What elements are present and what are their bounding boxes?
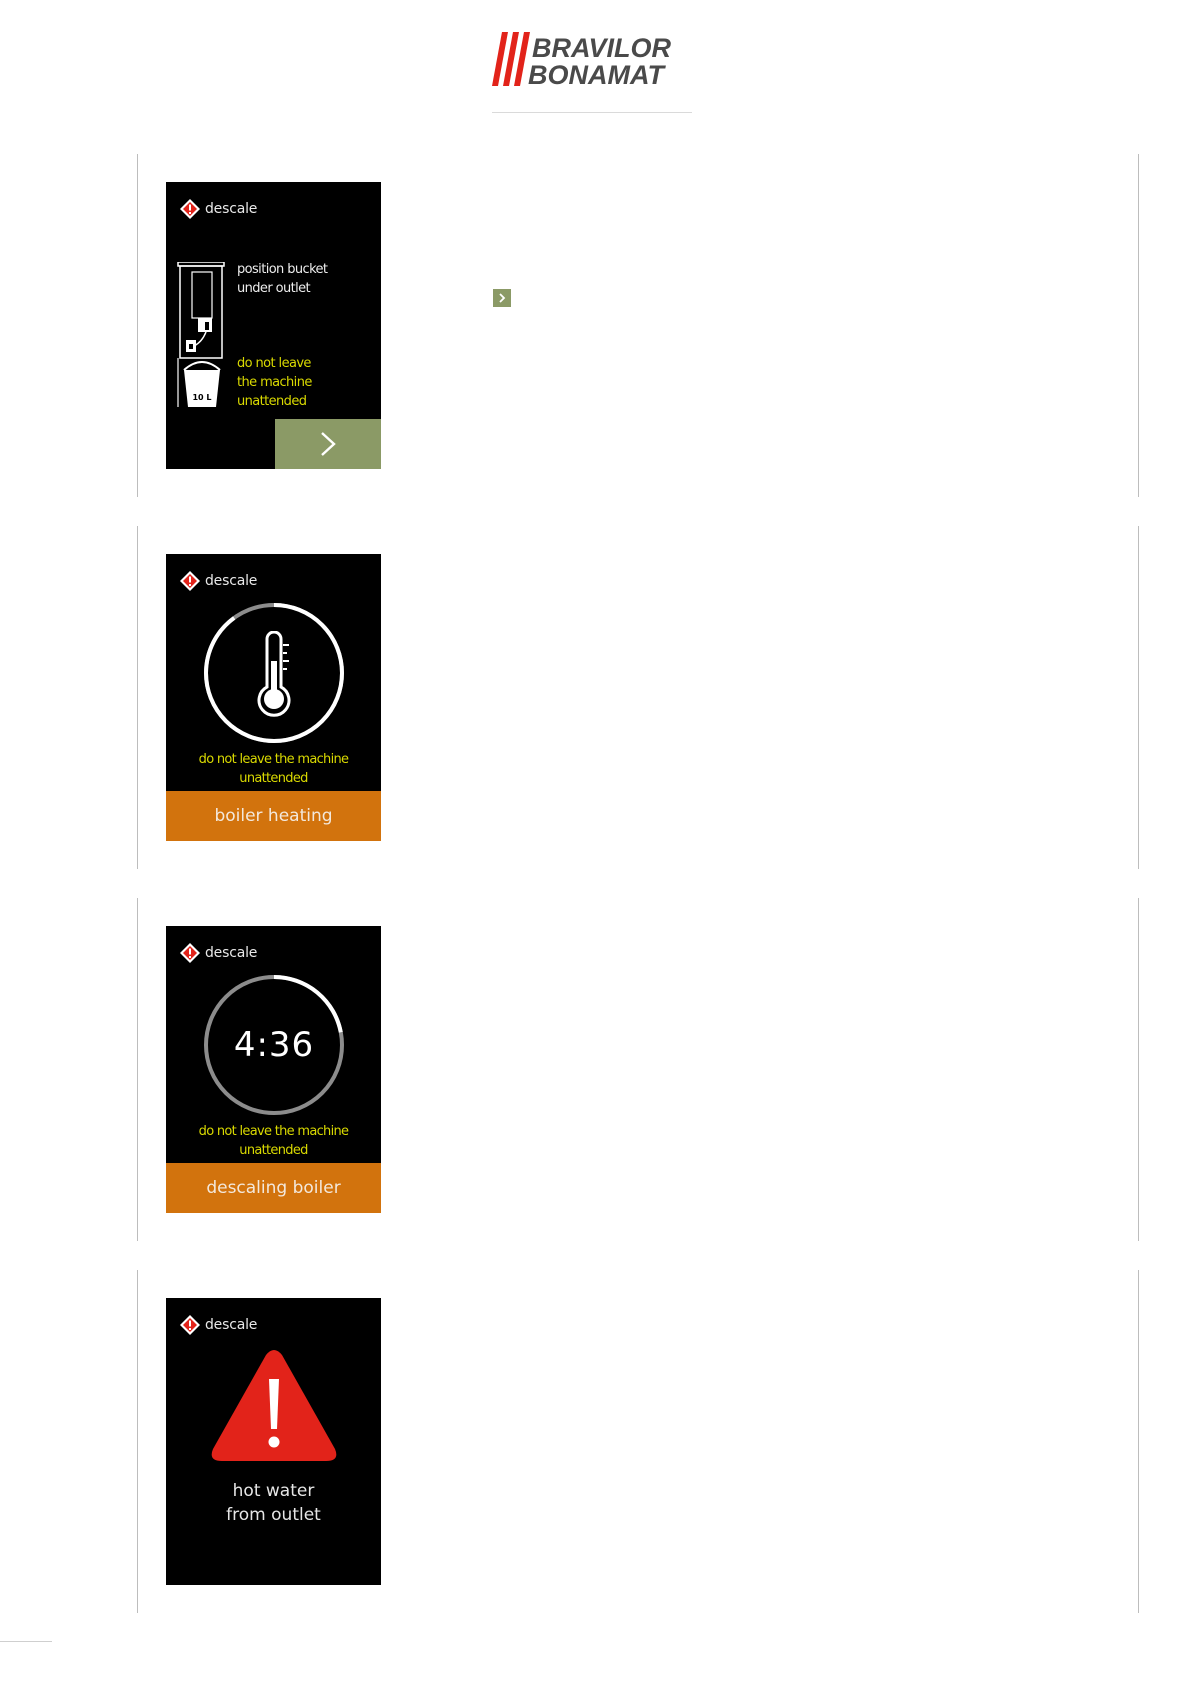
chevron-right-icon — [497, 293, 507, 303]
screen-header — [179, 1314, 257, 1336]
next-button[interactable] — [275, 419, 381, 469]
display-screen — [166, 554, 381, 841]
alert-diamond-icon — [179, 198, 201, 220]
warning-text: do not leave the machine unattended — [198, 752, 349, 786]
bravilor-bonamat-logo — [492, 32, 692, 88]
hot-water-message: hot water from outlet — [226, 1481, 321, 1525]
countdown-timer: 4:36 — [233, 1025, 315, 1065]
warning-text: do not leave the machine unattended — [237, 356, 312, 409]
screen-title: descale — [205, 573, 258, 589]
display-screen — [166, 926, 381, 1213]
chevron-right-icon — [314, 430, 342, 458]
logo-text-line2: BONAMAT — [528, 60, 664, 88]
step-hot-water-warning — [137, 1270, 1139, 1613]
screen-header — [179, 942, 257, 964]
bucket-under-outlet-illustration — [176, 262, 228, 412]
alert-diamond-icon — [179, 942, 201, 964]
screen-header — [179, 570, 257, 592]
screen-title: descale — [205, 201, 258, 217]
display-screen — [166, 182, 381, 469]
bucket-volume-label: 10 L — [192, 393, 212, 402]
status-bar: boiler heating — [166, 791, 381, 841]
footer-divider — [0, 1641, 52, 1642]
screen-title: descale — [205, 1317, 258, 1333]
step-boiler-heating — [137, 526, 1139, 869]
header-divider — [492, 112, 692, 113]
display-screen — [166, 1298, 381, 1585]
step-descaling-boiler — [137, 898, 1139, 1241]
warning-text: do not leave the machine unattended — [198, 1124, 349, 1158]
instruction-text: position bucket under outlet — [237, 262, 328, 296]
warning-triangle-icon — [210, 1349, 338, 1462]
step-position-bucket — [137, 154, 1139, 497]
logo-text-line1: BRAVILOR — [532, 33, 671, 63]
status-bar: descaling boiler — [166, 1163, 381, 1213]
bullet-marker — [493, 289, 511, 307]
screen-header — [179, 198, 257, 220]
thermometer-icon — [249, 631, 299, 717]
alert-diamond-icon — [179, 1314, 201, 1336]
screen-title: descale — [205, 945, 258, 961]
alert-diamond-icon — [179, 570, 201, 592]
